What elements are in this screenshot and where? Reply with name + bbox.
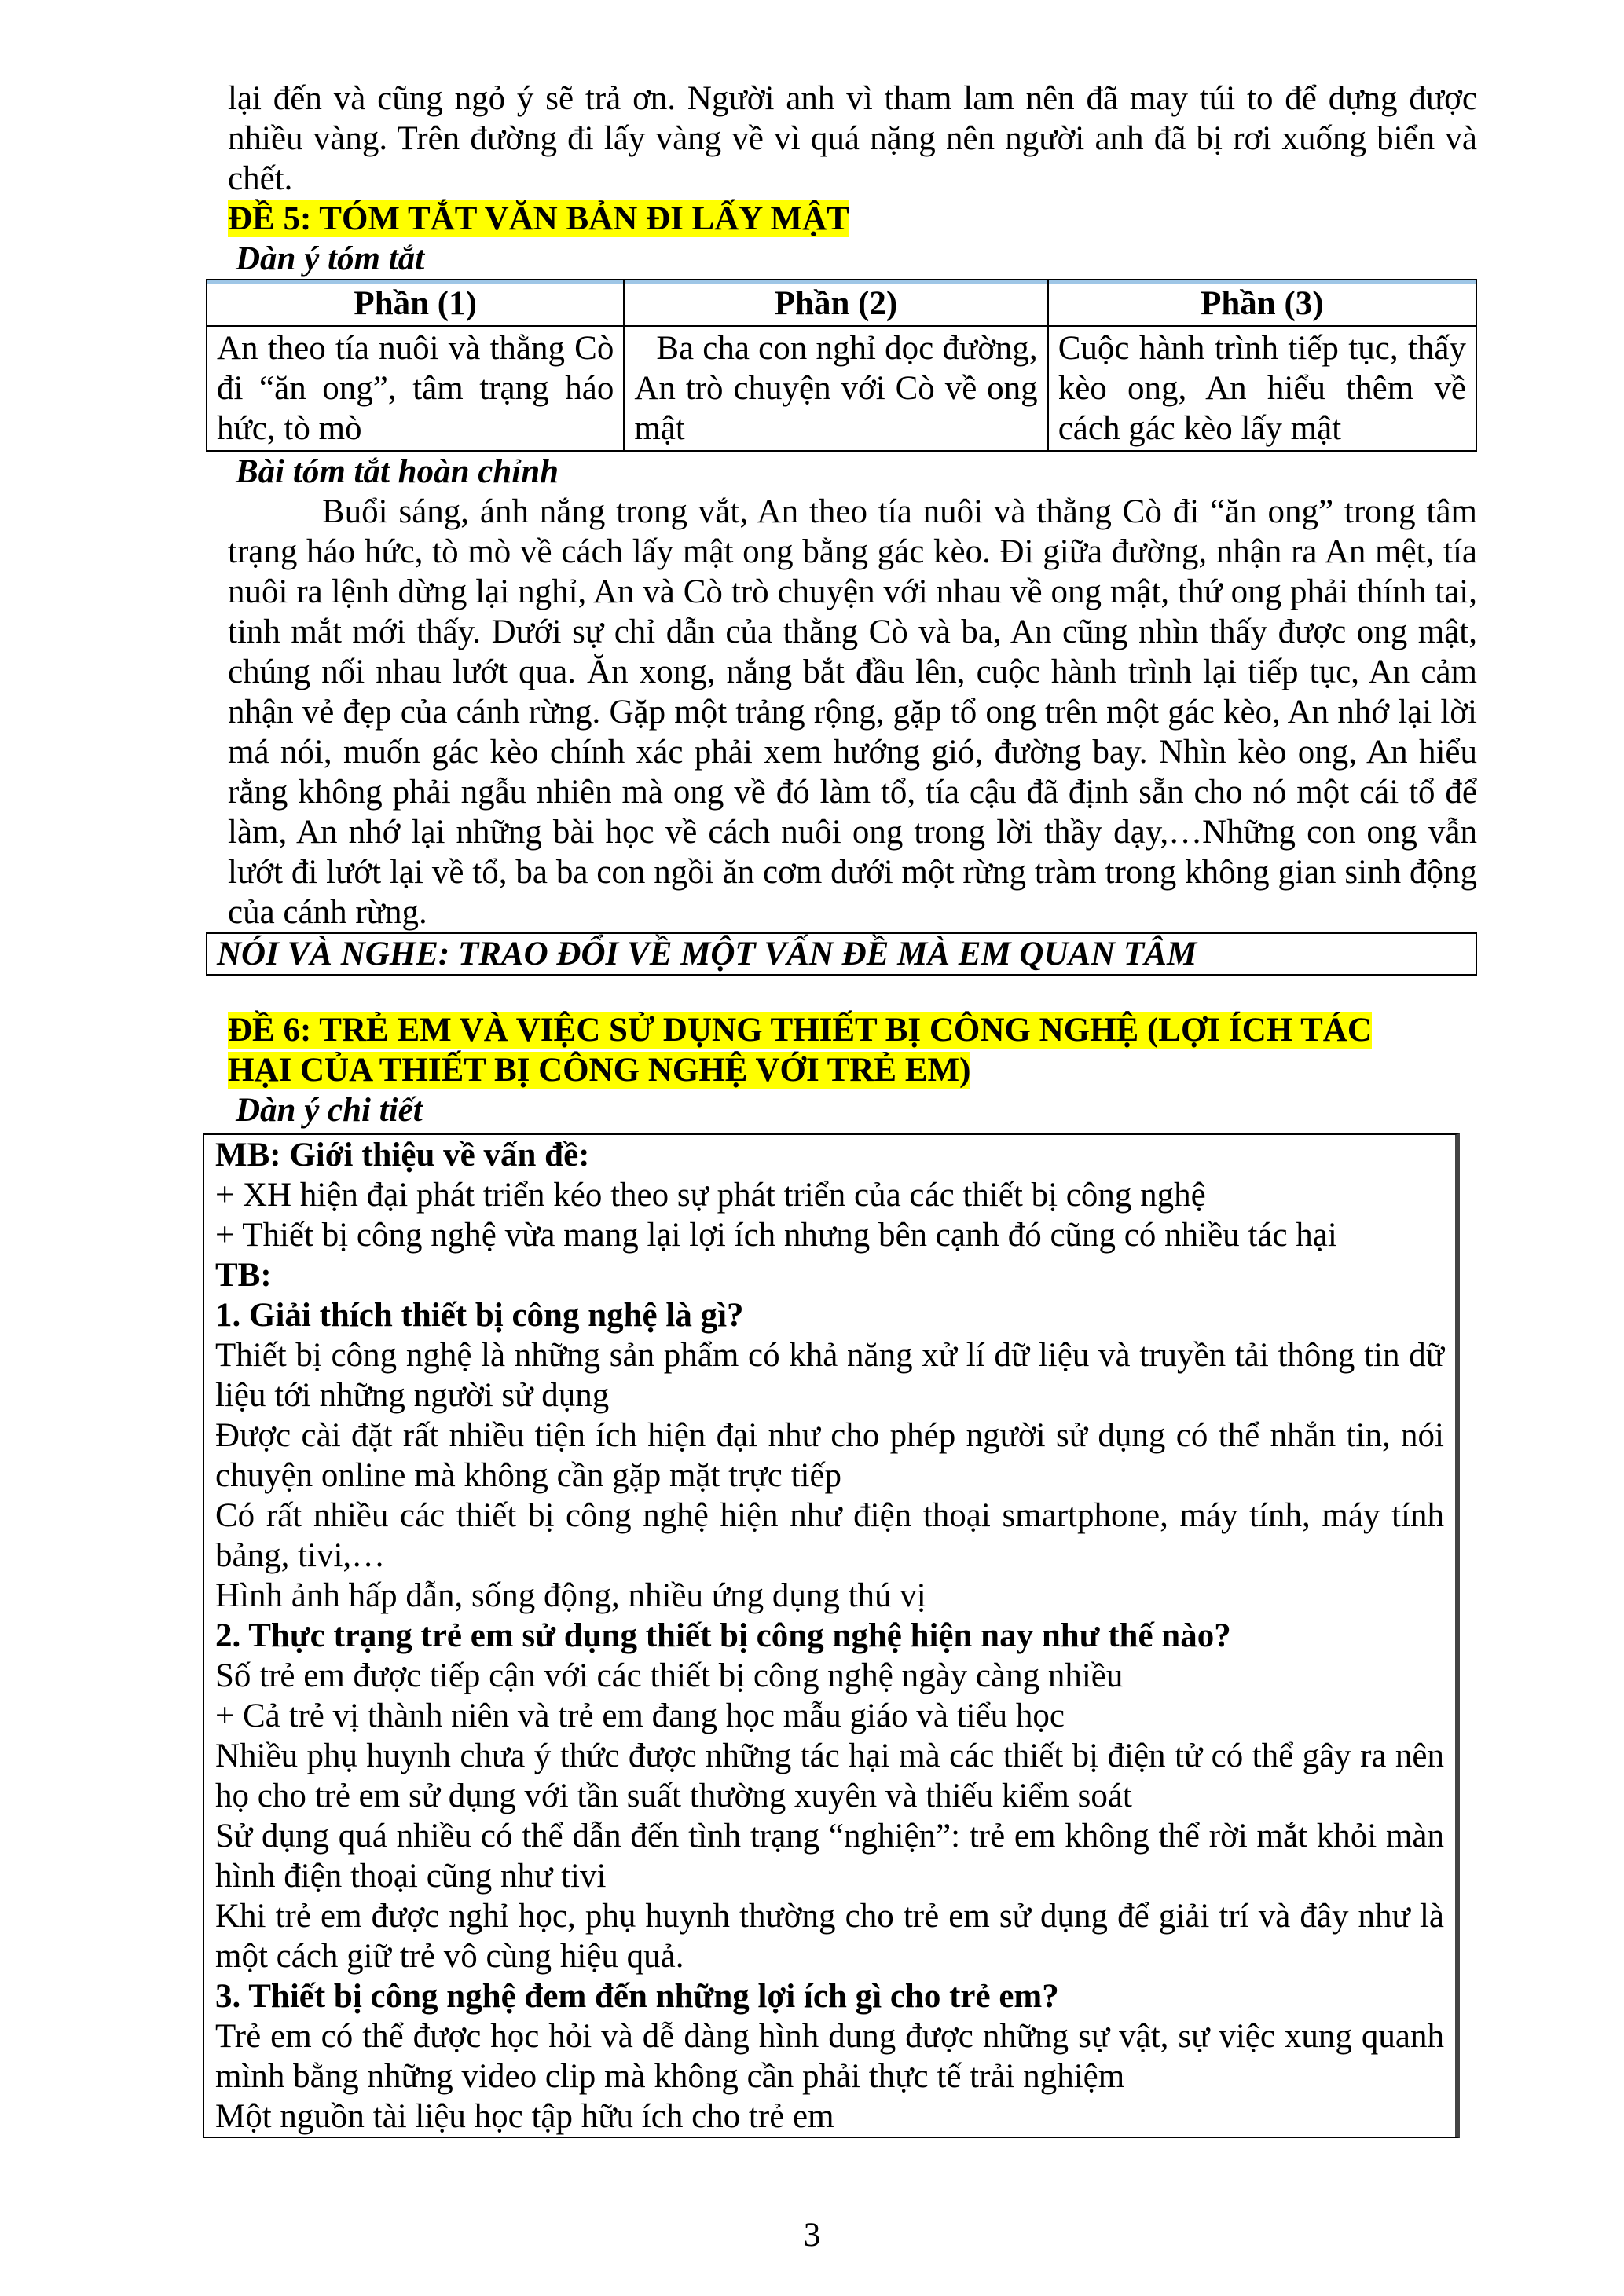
outline-line: Được cài đặt rất nhiều tiện ích hiện đại như cho phép người sử dụng có thể nhắn tin, nói chuyện online mà không cần gặp mặt trực tiếp (215, 1417, 1444, 1494)
intro-block (228, 79, 1477, 199)
section6 (228, 1010, 1477, 1130)
outline-line: Hình ảnh hấp dẫn, sống động, nhiều ứng dụng thú vị (215, 1577, 926, 1614)
outline-heading: MB: Giới thiệu về vấn đề: (215, 1137, 590, 1174)
outline-heading: TB: (215, 1257, 272, 1294)
outline-line: Số trẻ em được tiếp cận với các thiết bị công nghệ ngày càng nhiều (215, 1657, 1124, 1694)
outline-heading: 2. Thực trạng trẻ em sử dụng thiết bị công nghệ hiện nay như thế nào? (215, 1617, 1231, 1654)
section6-outline-label: Dàn ý chi tiết (236, 1092, 423, 1129)
section5 (217, 199, 1477, 976)
outline-table-row (207, 326, 1476, 451)
section5-heading-wrap (228, 199, 1477, 239)
detail-outline-box (203, 1133, 1460, 2138)
outline-line: + Cả trẻ vị thành niên và trẻ em đang học mẫu giáo và tiểu học (215, 1697, 1065, 1734)
section6-heading-line1: ĐỀ 6: TRẺ EM VÀ VIỆC SỬ DỤNG THIẾT BỊ CÔNG NGHỆ (LỢI ÍCH TÁC (228, 1012, 1372, 1049)
table-cell: Cuộc hành trình tiếp tục, thấy kèo ong, An hiểu thêm về cách gác kèo lấy mật (1048, 326, 1476, 451)
table-header: Phần (2) (624, 280, 1047, 326)
outline-heading: 1. Giải thích thiết bị công nghệ là gì? (215, 1297, 744, 1334)
outline-line: Một nguồn tài liệu học tập hữu ích cho trẻ em (215, 2098, 834, 2135)
outline-table (206, 279, 1477, 452)
outline-line: + Thiết bị công nghệ vừa mang lại lợi ích nhưng bên cạnh đó cũng có nhiều tác hại (215, 1217, 1337, 1254)
section5-summary: Buổi sáng, ánh nắng trong vắt, An theo tía nuôi và thằng Cò đi “ăn ong” trong tâm trạng háo hức, tò mò về cách lấy mật ong bằng gác kèo. Đi giữa đường, nhận ra An mệt, tía nuôi ra lệnh dừng lại nghỉ, An và Cò trò chuyện với nhau về ong mật, thứ ong phải thính tai, tinh mắt mới thấy. Dưới sự chỉ dẫn của thằng Cò và ba, An cũng nhìn thấy được ong mật, chúng nối nhau lướt qua. Ăn xong, nắng bắt đầu lên, cuộc hành trình lại tiếp tục, An cảm nhận vẻ đẹp của cánh rừng. Gặp một trảng rộng, gặp tổ ong trên một gác kèo, An nhớ lại lời má nói, muốn gác kèo chính xác phải xem hướng gió, đường bay. Nhìn kèo ong, An hiểu rằng không phải ngẫu nhiên mà ong về đó làm tổ, tía cậu đã định sẵn cho nó một cái tổ để làm, An nhớ lại những bài học về cách nuôi ong trong lời thầy dạy,…Những con ong vẫn lướt đi lướt lại về tổ, ba ba con ngồi ăn cơm dưới một rừng tràm trong không gian sinh động của cánh rừng. (228, 493, 1477, 931)
table-header: Phần (3) (1048, 280, 1476, 326)
outline-heading: 3. Thiết bị công nghệ đem đến những lợi ích gì cho trẻ em? (215, 1978, 1059, 2015)
outline-line: Nhiều phụ huynh chưa ý thức được những tác hại mà các thiết bị điện tử có thể gây ra nên họ cho trẻ em sử dụng với tần suất thường xuyên và thiếu kiểm soát (215, 1738, 1444, 1814)
speaking-box: NÓI VÀ NGHE: TRAO ĐỔI VỀ MỘT VẤN ĐỀ MÀ EM QUAN TÂM (206, 932, 1477, 976)
outline-table-header-row (207, 280, 1476, 326)
outline-line: Sử dụng quá nhiều có thể dẫn đến tình trạng “nghiện”: trẻ em không thể rời mắt khỏi màn hình điện thoại cũng như tivi (215, 1818, 1444, 1895)
section6-heading-wrap (228, 1010, 1477, 1090)
section5-outline-label: Dàn ý tóm tắt (236, 240, 425, 277)
outline-line: Thiết bị công nghệ là những sản phẩm có khả năng xử lí dữ liệu và truyền tải thông tin dữ liệu tới những người sử dụng (215, 1337, 1444, 1414)
table-header: Phần (1) (207, 280, 624, 326)
outline-line: + XH hiện đại phát triển kéo theo sự phát triển của các thiết bị công nghệ (215, 1177, 1206, 1214)
section5-heading: ĐỀ 5: TÓM TẮT VĂN BẢN ĐI LẤY MẬT (228, 200, 849, 237)
intro-paragraph: lại đến và cũng ngỏ ý sẽ trả ơn. Người anh vì tham lam nên đã may túi to để dựng được nhiều vàng. Trên đường đi lấy vàng về vì quá nặng nên người anh đã bị rơi xuống biển và chết. (228, 80, 1477, 197)
table-cell: An theo tía nuôi và thằng Cò đi “ăn ong”, tâm trạng háo hức, tò mò (207, 326, 624, 451)
outline-line: Trẻ em có thể được học hỏi và dễ dàng hình dung được những sự vật, sự việc xung quanh mình bằng những video clip mà không cần phải thực tế trải nghiệm (215, 2018, 1444, 2095)
outline-line: Khi trẻ em được nghỉ học, phụ huynh thường cho trẻ em sử dụng để giải trí và đây như là một cách giữ trẻ vô cùng hiệu quả. (215, 1898, 1444, 1975)
page-number: 3 (803, 2217, 821, 2254)
outline-line: Có rất nhiều các thiết bị công nghệ hiện như điện thoại smartphone, máy tính, máy tính bảng, tivi,… (215, 1497, 1444, 1574)
section5-summary-label: Bài tóm tắt hoàn chỉnh (236, 453, 559, 490)
section6-heading-line2: HẠI CỦA THIẾT BỊ CÔNG NGHỆ VỚI TRẺ EM) (228, 1052, 971, 1089)
table-cell: Ba cha con nghỉ dọc đường, An trò chuyện với Cò về ong mật (624, 326, 1047, 451)
